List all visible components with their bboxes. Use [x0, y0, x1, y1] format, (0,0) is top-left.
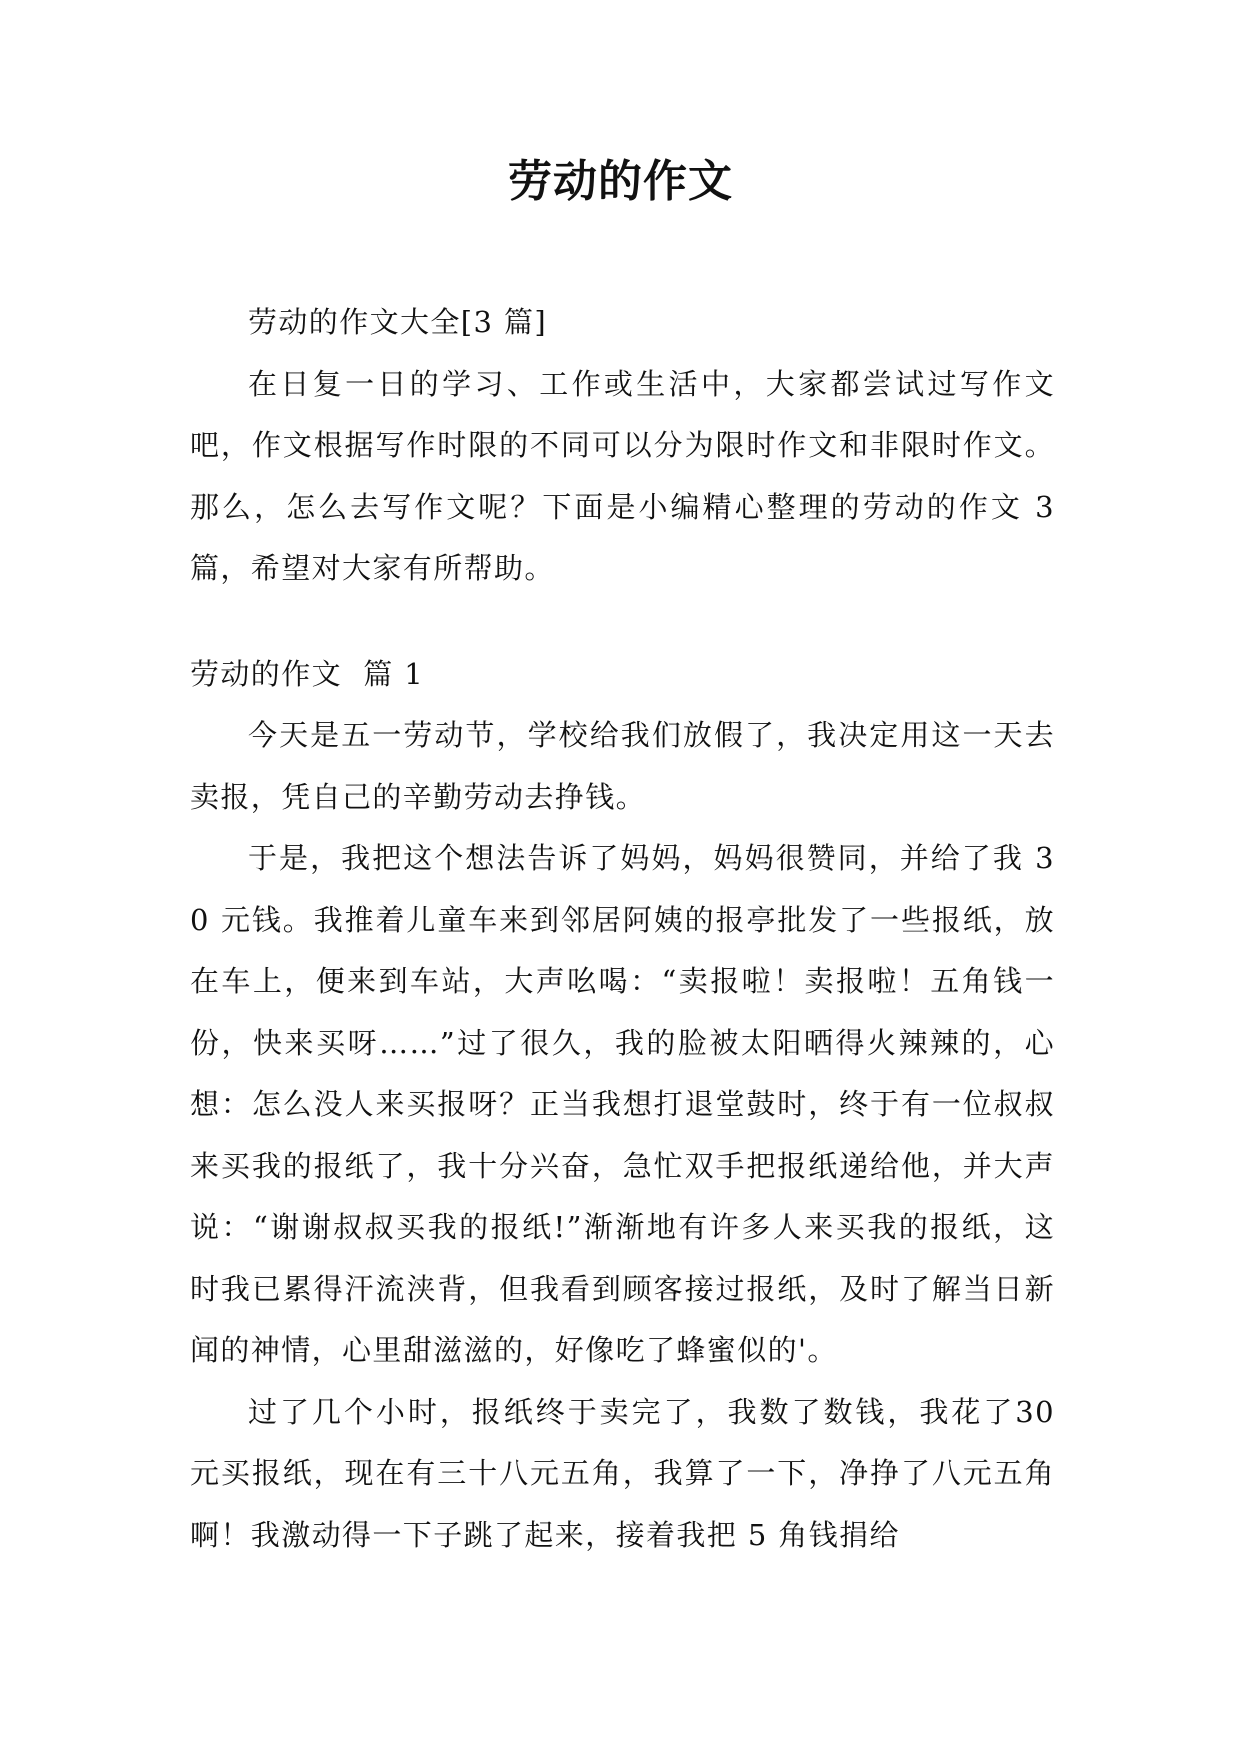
section-heading: 劳动的作文 篇 1 [190, 656, 425, 691]
body-paragraph-2: 于是，我把这个想法告诉了妈妈，妈妈很赞同，并给了我 30 元钱。我推着儿童车来到邻居阿姨的报亭批发了一些报纸，放在车上，便来到车站，大声吆喝：“卖报啦！卖报啦！五角钱一份，快来买呀……”过了很久，我的脸被太阳晒得火辣辣的，心想：怎么没人来买报呀？正当我想打退堂鼓时，终于有一位叔叔来买我的报纸了，我十分兴奋，急忙双手把报纸递给他，并大声说：“谢谢叔叔买我的报纸!”渐渐地有许多人来买我的报纸，这时我已累得汗流浃背，但我看到顾客接过报纸，及时了解当日新闻的神情，心里甜滋滋的，好像吃了蜂蜜似的'。 [190, 841, 1055, 1367]
body-paragraph-3: 过了几个小时，报纸终于卖完了，我数了数钱，我花了30 元买报纸，现在有三十八元五角，我算了一下，净挣了八元五角啊！我激动得一下子跳了起来，接着我把 5 角钱捐给 [190, 1394, 1055, 1552]
document-body [190, 292, 1055, 1566]
document-subtitle: 劳动的作文大全[3 篇] [248, 305, 548, 339]
intro-paragraph: 在日复一日的学习、工作或生活中，大家都尝试过写作文吧，作文根据写作时限的不同可以分为限时作文和非限时作文。那么，怎么去写作文呢？下面是小编精心整理的劳动的作文 3 篇，希望对大家有所帮助。 [190, 366, 1055, 585]
body-paragraph-1: 今天是五一劳动节，学校给我们放假了，我决定用这一天去卖报，凭自己的辛勤劳动去挣钱。 [190, 718, 1055, 814]
document-title: 劳动的作文 [508, 156, 733, 207]
